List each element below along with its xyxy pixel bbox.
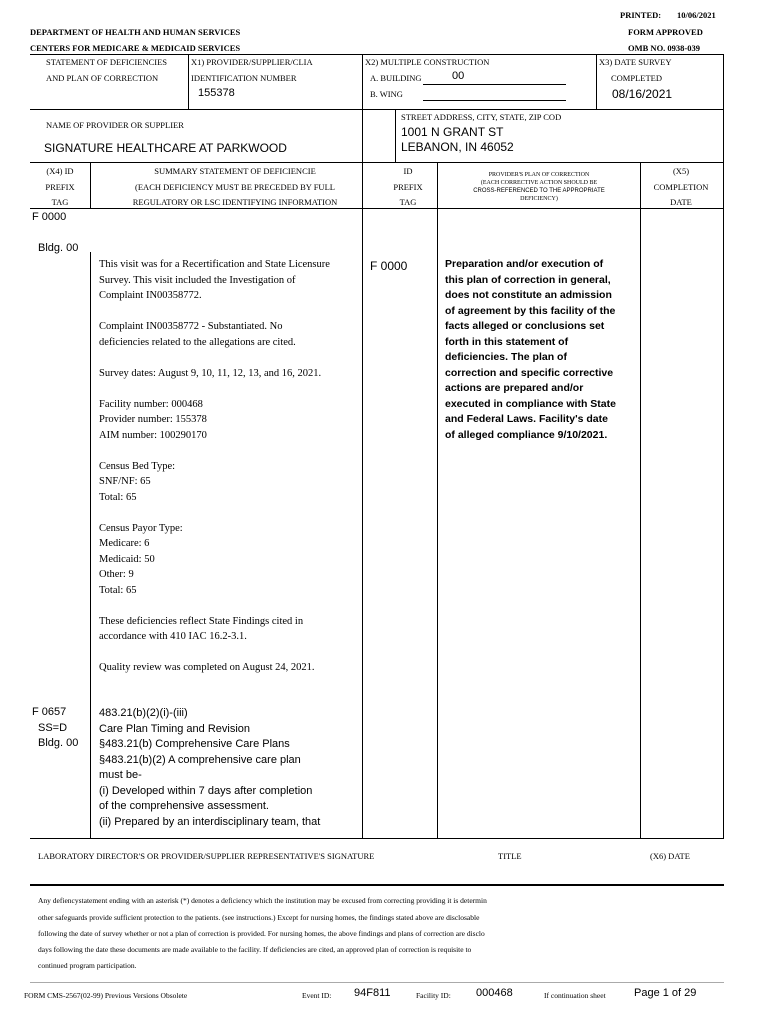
vrule-x1 — [188, 54, 189, 109]
quality-review-note: Quality review was completed on August 24, 2021. — [99, 662, 315, 673]
title-label: TITLE — [498, 851, 522, 861]
vrule-col-2 — [362, 162, 363, 838]
dept-title: DEPARTMENT OF HEALTH AND HUMAN SERVICES — [30, 27, 241, 37]
x2-label: X2) MULTIPLE CONSTRUCTION — [365, 57, 490, 67]
rule-col-header — [30, 208, 724, 209]
rule-mid — [30, 109, 724, 110]
page-number: Page 1 of 29 — [634, 987, 697, 999]
date-label: (X6) DATE — [650, 851, 690, 861]
disclaimer-line: continued program participation. — [38, 961, 137, 970]
id-tag-f0000: F 0000 — [370, 259, 408, 273]
building-label: A. BUILDING — [370, 73, 422, 83]
x4-header-3: TAG — [51, 197, 69, 207]
f0657-line: (i) Developed within 7 days after completion — [99, 784, 313, 797]
disclaimer-line: days following the date these documents are made available to the facility. If deficiencies are cited, an approved plan of correction is requisite to — [38, 945, 472, 954]
rule-lower — [30, 162, 724, 163]
centers-title: CENTERS FOR MEDICARE & MEDICAID SERVICES — [30, 43, 241, 53]
census-payor-total: Total: 65 — [99, 584, 137, 596]
signature-label: LABORATORY DIRECTOR'S OR PROVIDER/SUPPLIER REPRESENTATIVE'S SIGNATURE — [38, 851, 375, 861]
x4-header-1: (X4) ID — [46, 166, 74, 176]
f0657-line: Care Plan Timing and Revision — [99, 722, 251, 735]
printed-label: PRINTED: — [620, 10, 662, 20]
address-label: STREET ADDRESS, CITY, STATE, ZIP COD — [401, 112, 562, 122]
plan-header-3: CROSS-REFERENCED TO THE APPROPRIATE — [473, 188, 605, 194]
address-line-1: 1001 N GRANT ST — [401, 125, 504, 139]
disclaimer-line: following the date of survey whether or not a plan of correction is provided. For nursing homes, the above findings and plans of correction are disclo — [38, 929, 485, 938]
printed-date: 10/06/2021 — [677, 10, 716, 20]
ss-level: SS=D — [38, 722, 68, 734]
summary-para: Complaint IN00358772 - Substantiated. No deficiencies related to the allegations are cited. — [99, 321, 296, 348]
form-approved: FORM APPROVED — [628, 27, 703, 37]
f0657-line: §483.21(b) Comprehensive Care Plans — [99, 738, 290, 750]
disclaimer-line: Any defiencystatement ending with an asterisk (*) denotes a deficiency which the institution may be excused from correcting providing it is determin — [38, 896, 487, 905]
plan-header-2: (EACH CORRECTIVE ACTION SHOULD BE — [480, 180, 598, 186]
form-number: FORM CMS-2567(02-99) Previous Versions Obsolete — [24, 991, 188, 1000]
summary-header-1: SUMMARY STATEMENT OF DEFICIENCIE — [154, 166, 316, 176]
event-id-label: Event ID: — [302, 991, 332, 1000]
address-line-2: LEBANON, IN 46052 — [401, 140, 514, 154]
f0657-line: (ii) Prepared by an interdisciplinary team, that — [99, 815, 321, 828]
vrule-right — [723, 54, 724, 838]
tag-f0657: F 0657 — [32, 706, 67, 718]
vrule-col-1 — [90, 252, 91, 838]
summary-header-2: (EACH DEFICIENCY MUST BE PRECEDED BY FULL — [135, 182, 335, 192]
summary-para: This visit was for a Recertification and State Licensure Survey. This visit included the Investigation of Complaint IN00358772. — [99, 259, 330, 301]
rule-footer — [30, 982, 724, 983]
bldg-f0657: Bldg. 00 — [38, 737, 79, 749]
x3-label-2: COMPLETED — [611, 73, 662, 83]
facility-id-value: 000468 — [476, 987, 513, 999]
census-bed-total: Total: 65 — [99, 491, 137, 503]
building-underline — [423, 84, 566, 85]
vrule-x3 — [596, 54, 597, 109]
plan-header-4: DEFICIENCY) — [520, 196, 558, 202]
building-value: 00 — [452, 70, 465, 82]
x5-header-2: COMPLETION — [653, 182, 709, 192]
wing-label: B. WING — [370, 89, 403, 99]
vrule-col-3 — [437, 162, 438, 838]
facility-id-label: Facility ID: — [416, 991, 451, 1000]
f0657-line: 483.21(b)(2)(i)-(iii) — [99, 707, 188, 719]
summary-para: Survey dates: August 9, 10, 11, 12, 13, and 16, 2021. — [99, 367, 322, 379]
state-findings-note: These deficiencies reflect State Findings cited in accordance with 410 IAC 16.2-3.1. — [99, 615, 304, 642]
summary-f0657 — [99, 706, 361, 830]
f0657-line: of the comprehensive assessment. — [99, 800, 269, 812]
id-header-2: PREFIX — [393, 182, 423, 192]
aim-number: AIM number: 100290170 — [99, 429, 207, 441]
provider-name-label: NAME OF PROVIDER OR SUPPLIER — [46, 120, 184, 130]
x1-label-1: X1) PROVIDER/SUPPLIER/CLIA — [191, 57, 313, 67]
rule-body-bottom — [30, 838, 724, 839]
x1-label-2: IDENTIFICATION NUMBER — [191, 73, 297, 83]
survey-date: 08/16/2021 — [612, 87, 673, 101]
event-id-value: 94F811 — [354, 987, 391, 999]
census-bed-heading: Census Bed Type: — [99, 460, 176, 472]
provider-name: SIGNATURE HEALTHCARE AT PARKWOOD — [44, 141, 287, 155]
census-medicare: Medicare: 6 — [99, 538, 150, 549]
summary-header-3: REGULATORY OR LSC IDENTIFYING INFORMATION — [132, 197, 338, 207]
provider-number: Provider number: 155378 — [99, 414, 207, 425]
census-snf: SNF/NF: 65 — [99, 476, 151, 487]
x3-label-1: X3) DATE SURVEY — [599, 57, 672, 67]
x5-header-3: DATE — [670, 197, 692, 207]
vrule-col-4 — [640, 162, 641, 838]
disclaimer-line: other safeguards provide sufficient protection to the patients. (see instructions.) Except for nursing homes, the findings stated above are disclosable — [38, 913, 480, 922]
id-header-1: ID — [403, 166, 413, 176]
vrule-col-1-header — [90, 162, 91, 208]
census-other: Other: 9 — [99, 569, 134, 580]
id-header-3: TAG — [399, 197, 417, 207]
x5-header-1: (X5) — [672, 166, 690, 176]
rule-signature — [30, 884, 724, 886]
summary-f0000 — [99, 257, 331, 676]
tag-f0000: F 0000 — [32, 211, 67, 223]
census-payor-heading: Census Payor Type: — [99, 522, 183, 534]
vrule-x2 — [362, 54, 363, 162]
x4-header-2: PREFIX — [45, 182, 75, 192]
f0657-line: §483.21(b)(2) A comprehensive care plan — [99, 753, 301, 766]
statement-label-1: STATEMENT OF DEFICIENCIES — [46, 57, 168, 67]
continuation-label: If continuation sheet — [544, 991, 606, 1000]
facility-number: Facility number: 000468 — [99, 398, 203, 410]
rule-top — [30, 54, 724, 55]
plan-header-1: PROVIDER'S PLAN OF CORRECTION — [488, 172, 590, 178]
omb-number: OMB NO. 0938-039 — [628, 43, 701, 53]
f0657-line: must be- — [99, 769, 142, 781]
census-medicaid: Medicaid: 50 — [99, 553, 155, 565]
wing-underline — [423, 100, 566, 101]
plan-of-correction-text: Preparation and/or execution of this plan of correction in general, does not constitute an admission of agreement by this facility of the facts alleged or conclusions set forth in this statement of deficiencies. The plan of correction and specific corrective actions are prepared and/or executed in compliance with State and Federal Laws. Facility's date of alleged compliance 9/10/2021. — [445, 258, 616, 441]
bldg-f0000: Bldg. 00 — [38, 242, 79, 254]
vrule-address — [395, 109, 396, 162]
statement-label-2: AND PLAN OF CORRECTION — [46, 73, 159, 83]
provider-id: 155378 — [198, 87, 235, 99]
